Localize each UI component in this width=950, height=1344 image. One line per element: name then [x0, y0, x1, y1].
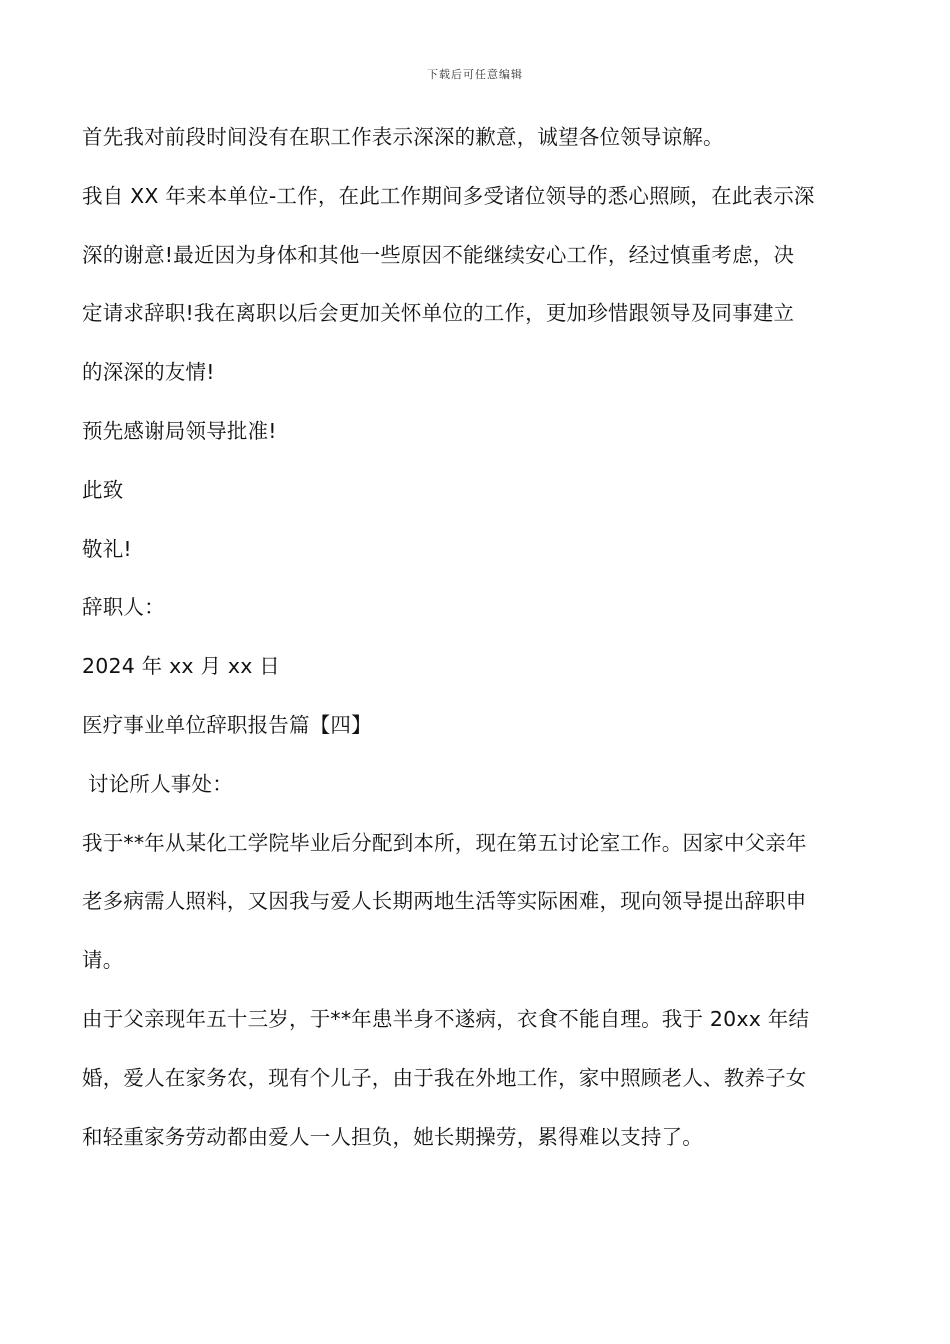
paragraph-line: 和轻重家务劳动都由爱人一人担负，她长期操劳，累得难以支持了。	[82, 1124, 703, 1149]
paragraph-line: 预先感谢局领导批准!	[82, 418, 277, 443]
date-line: 2024 年 xx 月 xx 日	[82, 654, 280, 679]
paragraph-line: 婚，爱人在家务农，现有个儿子，由于我在外地工作，家中照顾老人、教养子女	[82, 1065, 807, 1090]
section-title: 医疗事业单位辞职报告篇【四】	[82, 712, 372, 737]
paragraph-line: 老多病需人照料，又因我与爱人长期两地生活等实际困难，现向领导提出辞职申	[82, 889, 807, 914]
paragraph-line: 请。	[82, 948, 124, 973]
paragraph-line: 首先我对前段时间没有在职工作表示深深的歉意，诚望各位领导谅解。	[82, 125, 724, 149]
paragraph-line: 的深深的友情!	[82, 360, 215, 385]
signature-label: 辞职人：	[82, 595, 165, 620]
paragraph-line: 我自 XX 年来本单位-工作，在此工作期间多受诸位领导的悉心照顾，在此表示深	[82, 183, 815, 208]
document-body	[82, 117, 872, 1175]
closing-salutation: 此致	[82, 477, 124, 502]
paragraph-line: 定请求辞职!我在离职以后会更加关怀单位的工作，更加珍惜跟领导及同事建立	[82, 301, 795, 326]
paragraph-line: 我于**年从某化工学院毕业后分配到本所，现在第五讨论室工作。因家中父亲年	[82, 830, 807, 855]
paragraph-line: 由于父亲现年五十三岁，于**年患半身不遂病，衣食不能自理。我于 20xx 年结	[82, 1006, 810, 1031]
page-header: 下载后可任意编辑	[427, 68, 523, 81]
paragraph-line: 深的谢意!最近因为身体和其他一些原因不能继续安心工作，经过慎重考虑，决	[82, 242, 795, 267]
addressee-line: 讨论所人事处：	[88, 771, 233, 796]
closing-respect: 敬礼!	[82, 536, 132, 561]
